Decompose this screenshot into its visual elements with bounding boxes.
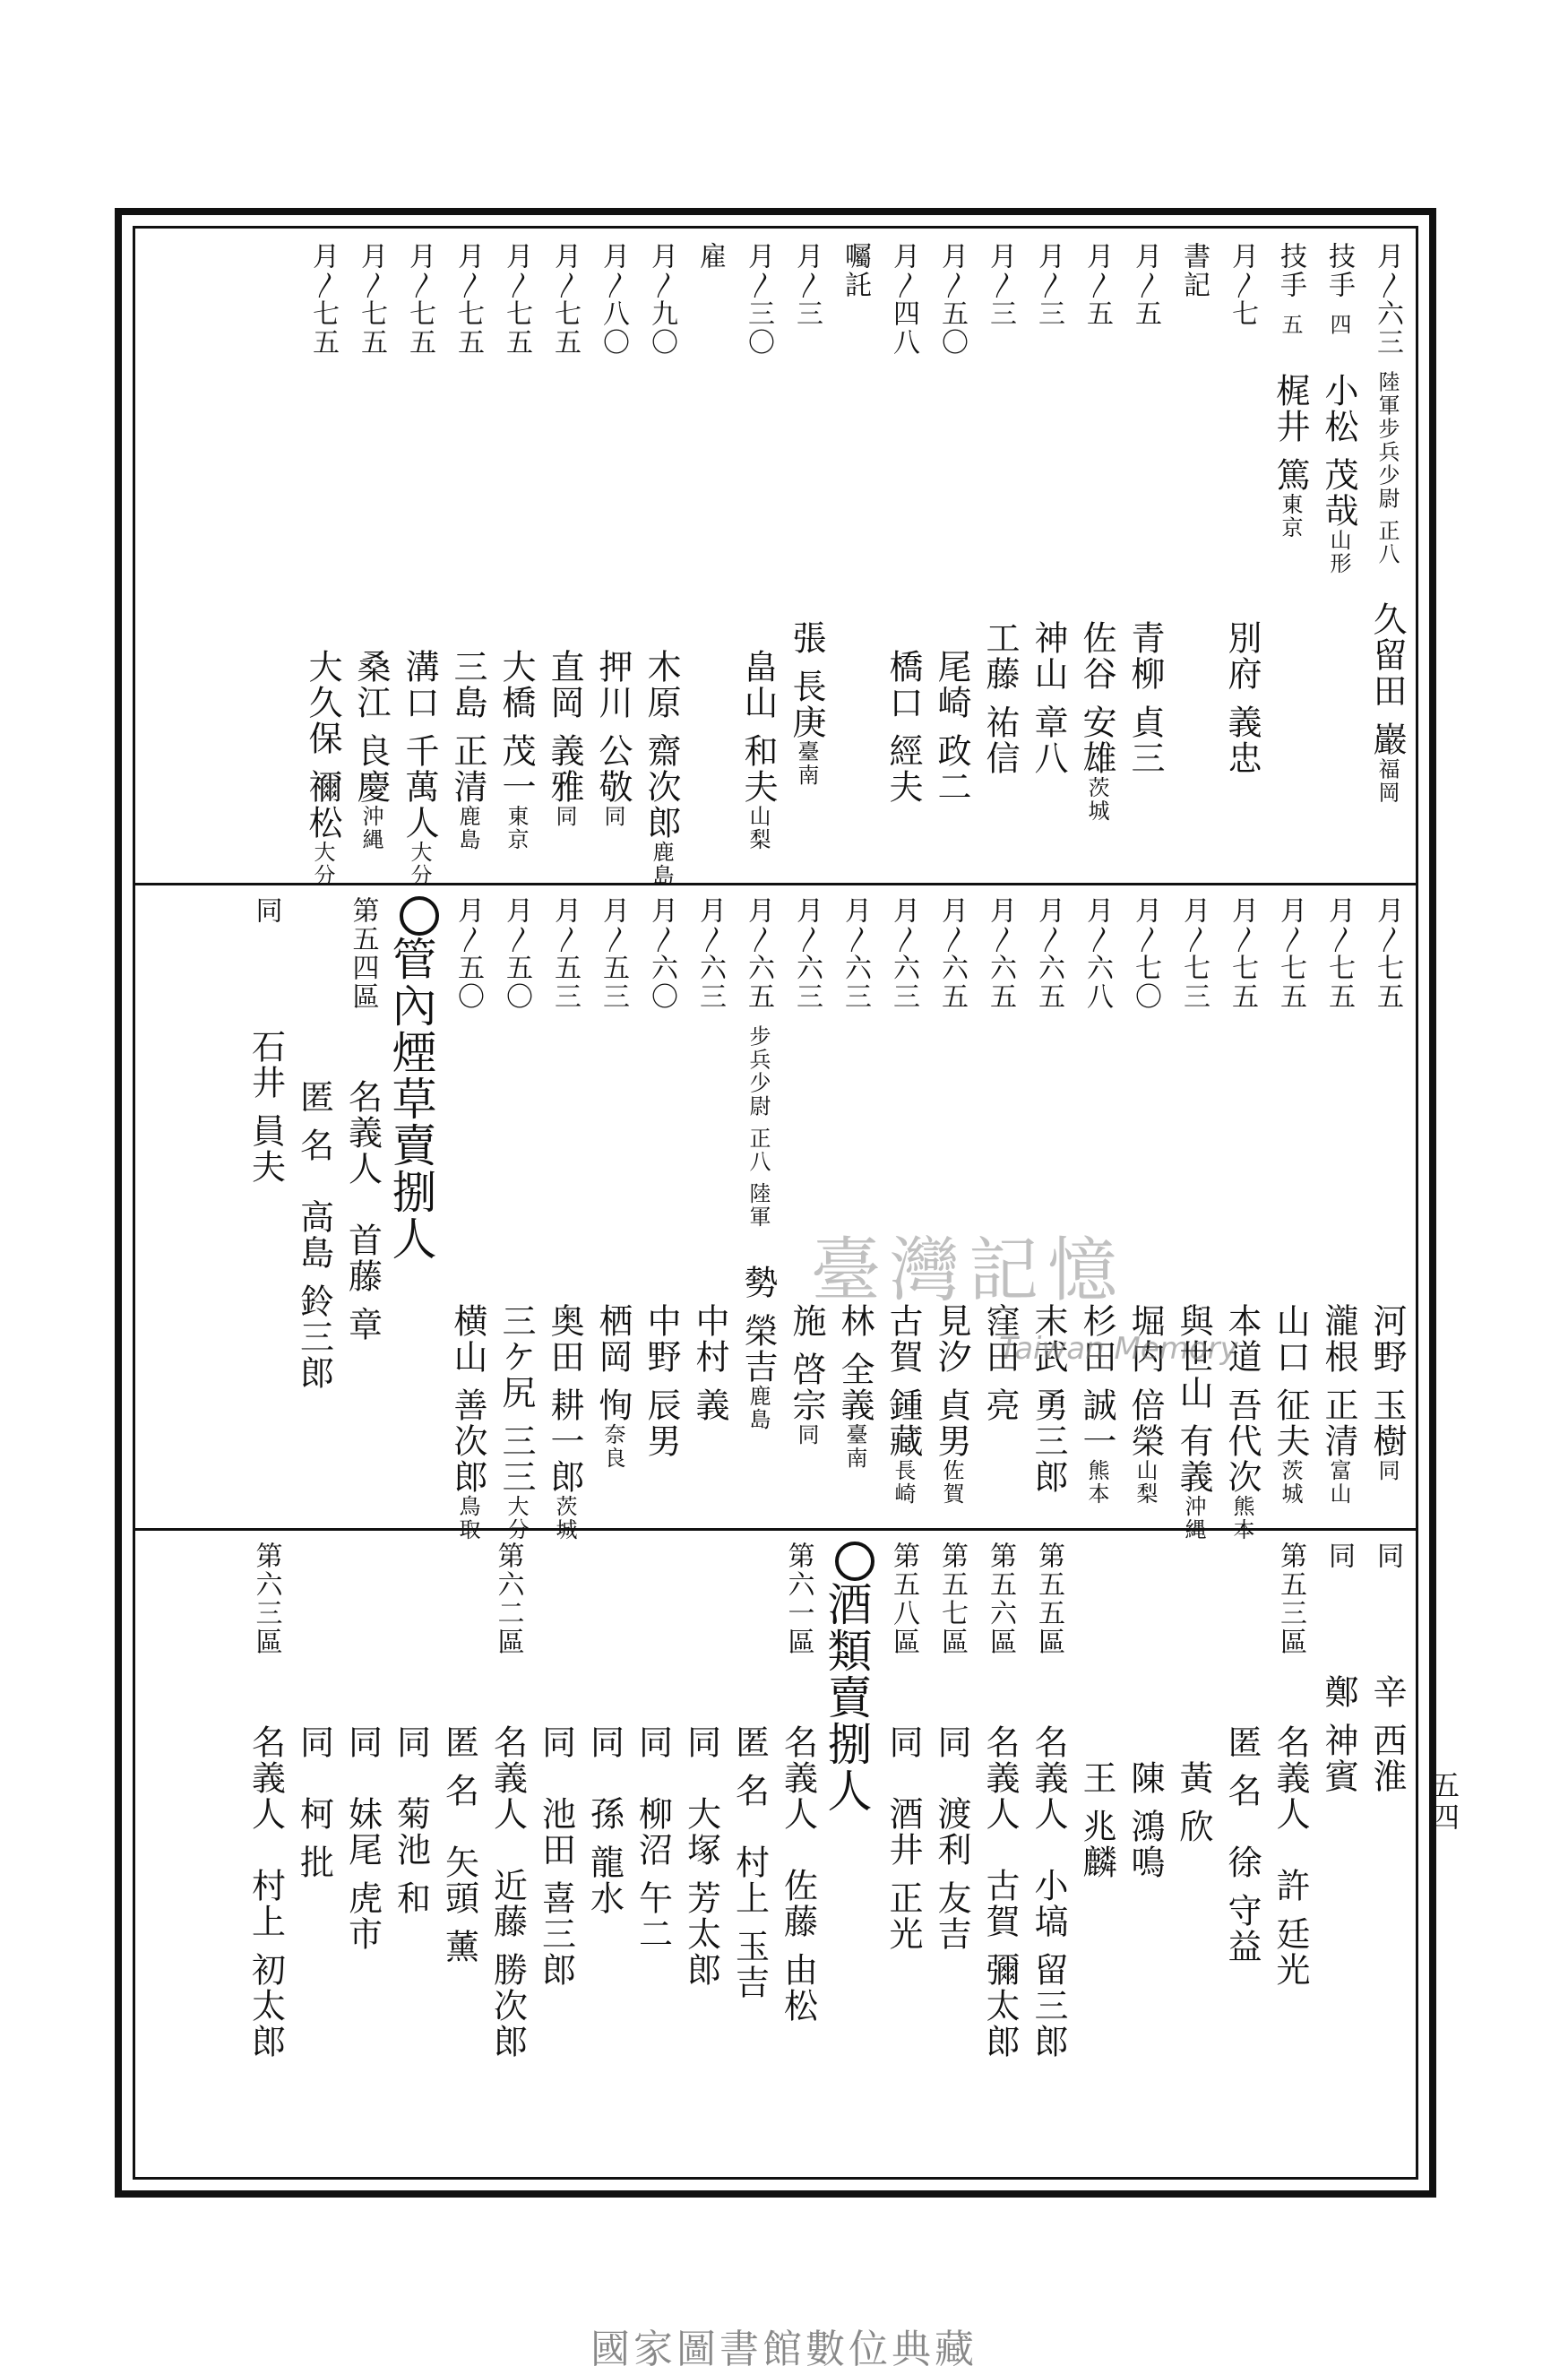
seller-entry	[392, 1542, 431, 2169]
salary-date: 月〳三	[1033, 242, 1064, 328]
seller-band-bottom	[143, 1542, 1407, 2169]
district-label	[295, 1542, 334, 1656]
seller-name: 黃 欣	[1174, 1760, 1213, 1845]
district-label: 第五六區	[985, 1542, 1016, 1656]
personnel-entry	[496, 896, 536, 1542]
personnel-entry	[1367, 896, 1407, 1519]
prefecture-label: 佐賀	[939, 1459, 964, 1507]
personnel-entry	[1125, 242, 1165, 874]
role-label: 同	[342, 1724, 383, 1760]
seller-name: 辛 西淮	[1367, 1674, 1407, 1795]
person-name: 小松 茂哉	[1319, 372, 1358, 529]
personnel-entry	[1174, 242, 1213, 874]
district-label	[633, 1542, 673, 1656]
personnel-entry	[1029, 242, 1068, 874]
seller-name: 柳沼 午二	[633, 1796, 673, 1953]
prefecture-label: 鹿島	[745, 1384, 771, 1431]
personnel-entry	[1271, 896, 1310, 1519]
personnel-entry	[400, 242, 439, 888]
personnel-entry	[1077, 896, 1116, 1519]
district-label	[392, 1542, 431, 1656]
district-label	[682, 1542, 721, 1656]
person-name: 張 長庚	[787, 620, 826, 741]
personnel-entry	[1174, 896, 1213, 1542]
person-name: 尾崎 政二	[932, 649, 971, 806]
salary-date: 技手	[1275, 242, 1306, 299]
person-name: 橋口 經夫	[883, 649, 923, 806]
personnel-entry	[738, 242, 778, 874]
district-label	[1125, 1542, 1165, 1656]
personnel-entry	[1029, 896, 1068, 1519]
salary-date: 月〳六三	[694, 896, 726, 1011]
person-name: 勢 榮吉	[738, 1264, 778, 1385]
person-name: 佐谷 安雄	[1077, 620, 1116, 777]
seller-name: 村上 初太郎	[246, 1868, 286, 2060]
rank-label: 四	[1326, 305, 1351, 337]
seller-entry	[1125, 1542, 1165, 2169]
role-label: 同	[932, 1724, 971, 1760]
prefecture-label: 臺南	[842, 1423, 867, 1471]
role-label: 名義人	[778, 1724, 818, 1832]
seller-entry	[980, 1542, 1020, 2169]
salary-date: 月〳三〇	[743, 242, 774, 357]
salary-date: 技手	[1323, 242, 1355, 299]
personnel-entry	[690, 242, 729, 874]
prefecture-label: 茨城	[1278, 1459, 1303, 1507]
rank-label: 陸軍步兵少尉 正八	[1374, 362, 1400, 566]
personnel-entry	[1125, 896, 1165, 1519]
prefecture-label: 大分	[407, 841, 432, 888]
role-label: 名義人	[980, 1724, 1020, 1832]
district-label	[730, 1542, 770, 1656]
prefecture-label: 東京	[504, 805, 529, 852]
salary-date: 書記	[1178, 242, 1210, 299]
person-name: 本道 吾代次	[1222, 1303, 1262, 1496]
seller-entry	[1367, 1542, 1407, 2169]
role-label: 名義人	[1271, 1724, 1310, 1832]
role-label: 同	[294, 1724, 334, 1760]
person-name: 古賀 鍾藏	[883, 1303, 923, 1460]
role-label: 同	[536, 1724, 576, 1760]
role-label: 名義人	[342, 1079, 383, 1187]
district-label: 第五八區	[888, 1542, 919, 1656]
person-name: 梶井 篤	[1271, 372, 1310, 493]
seller-entry	[295, 896, 334, 1519]
district-label: 同	[1323, 1542, 1355, 1570]
role-label: 匿 名	[729, 1724, 770, 1809]
prefecture-label: 茨城	[552, 1495, 577, 1542]
person-name: 奥田 耕一郎	[545, 1303, 584, 1496]
seller-name: 酒井 正光	[883, 1796, 923, 1953]
salary-date: 月〳七五	[1372, 896, 1403, 1011]
district-label: 第五三區	[1275, 1542, 1306, 1656]
personnel-entry	[593, 242, 633, 874]
role-label: 同	[681, 1724, 721, 1760]
district-label: 第五五區	[1033, 1542, 1064, 1656]
salary-date: 月〳五	[1130, 242, 1161, 328]
seller-name: 許 廷光	[1271, 1868, 1310, 1989]
person-name: 青柳 貞三	[1125, 620, 1165, 777]
rank-label: 步兵少尉 正八 陸軍	[745, 1016, 771, 1229]
seller-name: 王 兆麟	[1077, 1760, 1116, 1881]
person-name: 施 啓宗	[787, 1303, 826, 1424]
personnel-entry	[932, 896, 971, 1519]
role-label: 同	[883, 1724, 923, 1760]
seller-name: 古賀 彌太郎	[980, 1868, 1020, 2060]
personnel-entry	[1222, 242, 1262, 874]
person-name: 押川 公敬	[593, 649, 633, 806]
personnel-entry	[787, 242, 826, 874]
district-label: 第六三區	[250, 1542, 282, 1656]
district-label	[1222, 1542, 1262, 1656]
district-label	[585, 1542, 625, 1656]
seller-entry	[585, 1542, 625, 2169]
page-number: 五四	[1426, 1770, 1460, 1835]
prefecture-label: 同	[600, 805, 625, 829]
seller-entry	[730, 1542, 770, 2169]
salary-date: 月〳七	[1227, 242, 1258, 328]
person-name: 中村 義	[690, 1303, 729, 1424]
seller-entry	[246, 896, 286, 1519]
seller-name: 池田 喜三郎	[536, 1796, 576, 1989]
salary-date: 雇	[694, 242, 726, 271]
person-name: 神山 章八	[1029, 620, 1068, 777]
personnel-entry	[1367, 242, 1407, 874]
seller-name: 首藤 章	[342, 1222, 383, 1343]
prefecture-label: 茨城	[1084, 776, 1109, 824]
seller-name: 陳 鴻鳴	[1125, 1760, 1165, 1881]
salary-date: 月〳七五	[307, 242, 339, 357]
seller-entry	[1222, 1542, 1262, 2169]
salary-date: 月〳六五	[985, 896, 1016, 1011]
district-label: 同	[250, 896, 282, 925]
section-title: 酒類賣捌人	[820, 1581, 873, 1814]
salary-date: 月〳七五	[452, 242, 484, 357]
seller-name: 柯 批	[294, 1796, 334, 1881]
district-label: 第六一區	[782, 1542, 814, 1656]
person-name: 大橋 茂一	[496, 649, 536, 806]
person-name: 林 全義	[835, 1303, 874, 1424]
salary-date: 月〳六三	[791, 896, 823, 1011]
seller-entry	[932, 1542, 971, 2169]
person-name: 久留田 巖	[1367, 601, 1407, 758]
seller-name: 大塚 芳太郎	[681, 1796, 721, 1989]
salary-date: 月〳三	[791, 242, 823, 328]
seller-name: 徐 守益	[1222, 1844, 1262, 1965]
personnel-entry	[787, 896, 826, 1519]
salary-date: 月〳六三	[1372, 242, 1403, 357]
person-name: 三ケ尻 三三	[496, 1303, 536, 1496]
person-name: 畠山 和夫	[738, 649, 778, 806]
prefecture-label: 鹿島	[649, 841, 674, 888]
personnel-band-top	[143, 242, 1407, 888]
salary-date: 月〳七五	[1275, 896, 1306, 1011]
role-label: 同	[391, 1724, 431, 1760]
seller-name: 佐藤 由松	[778, 1868, 818, 2025]
seller-entry	[1077, 1542, 1116, 2169]
seller-name: 渡利 友吉	[932, 1796, 971, 1953]
personnel-entry	[448, 242, 487, 874]
section-heading	[384, 896, 440, 1519]
seller-entry	[633, 1542, 673, 2169]
salary-date: 月〳七五	[1323, 896, 1355, 1011]
seller-entry	[537, 1542, 576, 2169]
personnel-entry	[883, 896, 923, 1519]
seller-name: 近藤 勝次郎	[487, 1868, 528, 2060]
seller-name: 小塙 留三郎	[1029, 1868, 1068, 2060]
seller-entry	[1174, 1542, 1213, 2169]
prefecture-label: 山梨	[1133, 1459, 1158, 1507]
prefecture-label: 熊本	[1229, 1495, 1254, 1542]
personnel-entry	[1271, 242, 1310, 874]
personnel-entry	[303, 242, 342, 888]
band-divider-bottom	[133, 1528, 1418, 1531]
prefecture-label: 同	[1374, 1459, 1400, 1483]
prefecture-label: 大分	[310, 841, 335, 888]
seller-name: 鄭 神賓	[1319, 1674, 1358, 1795]
prefecture-label: 同	[794, 1423, 819, 1447]
prefecture-label: 山梨	[745, 805, 771, 852]
salary-date: 月〳七三	[1178, 896, 1210, 1011]
salary-date: 月〳六五	[743, 896, 774, 1011]
personnel-band-middle	[143, 896, 1407, 1542]
salary-date: 月〳八〇	[598, 242, 629, 357]
seller-entry	[779, 1542, 818, 2169]
personnel-entry	[980, 242, 1020, 874]
seller-entry	[343, 896, 383, 1519]
salary-date: 月〳七五	[356, 242, 387, 357]
prefecture-label: 鹿島	[455, 805, 480, 852]
role-label: 匿 名	[439, 1724, 479, 1809]
seller-name: 妹尾 虎市	[342, 1796, 383, 1953]
role-label: 名義人	[487, 1724, 528, 1832]
person-name: 横山 善次郎	[448, 1303, 487, 1496]
prefecture-label: 同	[552, 805, 577, 829]
person-name: 直岡 義雅	[545, 649, 584, 806]
person-name: 大久保 禰松	[303, 649, 342, 842]
salary-date: 月〳五〇	[452, 896, 484, 1011]
personnel-entry	[835, 242, 874, 874]
role-label: 名義人	[1029, 1724, 1068, 1832]
prefecture-label: 沖縄	[358, 805, 383, 852]
district-label	[537, 1542, 576, 1656]
district-label	[440, 1542, 479, 1656]
prefecture-label: 山形	[1326, 528, 1351, 575]
salary-date: 月〳五〇	[936, 242, 968, 357]
person-name: 窪田 亮	[980, 1303, 1020, 1424]
role-label: 匿 名	[294, 1079, 334, 1164]
district-label: 第六二區	[492, 1542, 524, 1656]
salary-date: 月〳六五	[1033, 896, 1064, 1011]
watermark-subtitle: Taiwan Memory	[999, 1331, 1238, 1367]
seller-entry	[295, 1542, 334, 2169]
person-name: 三島 正清	[448, 649, 487, 806]
personnel-entry	[642, 896, 681, 1519]
person-name: 堀内 倍榮	[1125, 1303, 1165, 1460]
salary-date: 月〳六三	[888, 896, 919, 1011]
salary-date: 月〳五三	[598, 896, 629, 1011]
prefecture-label: 熊本	[1084, 1459, 1109, 1507]
salary-date: 月〳六八	[1081, 896, 1113, 1011]
person-name: 山口 征夫	[1271, 1303, 1310, 1460]
person-name: 杉田 誠一	[1077, 1303, 1116, 1460]
person-name: 與世山 有義	[1174, 1303, 1213, 1496]
district-label: 第五七區	[936, 1542, 968, 1656]
person-name: 見汐 貞男	[932, 1303, 971, 1460]
salary-date: 月〳七五	[501, 242, 532, 357]
salary-date: 月〳九〇	[646, 242, 677, 357]
person-name: 中野 辰男	[642, 1303, 681, 1460]
section-heading	[820, 1542, 875, 2169]
person-name: 瀧根 正清	[1319, 1303, 1358, 1460]
prefecture-label: 長崎	[891, 1459, 916, 1507]
salary-date: 月〳三	[985, 242, 1016, 328]
person-name: 別府 義忠	[1222, 620, 1262, 777]
person-name: 溝口 千萬人	[400, 649, 439, 842]
district-label: 第五四區	[347, 896, 379, 1011]
section-title: 管內煙草賣捌人	[384, 936, 437, 1262]
salary-date: 月〳六五	[936, 896, 968, 1011]
personnel-entry	[496, 242, 536, 874]
seller-name: 高島 鈴三郎	[294, 1199, 334, 1392]
salary-date: 月〳五三	[549, 896, 581, 1011]
person-name: 桑江 良慶	[351, 649, 391, 806]
personnel-entry	[690, 896, 729, 1519]
seller-name: 孫 龍水	[584, 1796, 625, 1917]
district-label: 同	[1372, 1542, 1403, 1570]
district-label	[343, 1542, 383, 1656]
salary-date: 月〳四八	[888, 242, 919, 357]
personnel-entry	[932, 242, 971, 874]
personnel-entry	[545, 896, 584, 1542]
personnel-entry	[642, 242, 681, 888]
salary-date: 月〳七五	[1227, 896, 1258, 1011]
footer-credit: 國家圖書館數位典藏	[590, 2327, 978, 2372]
person-name: 木原 齋次郎	[642, 649, 681, 842]
personnel-entry	[351, 242, 391, 874]
person-name: 末武 勇三郎	[1029, 1303, 1068, 1496]
personnel-entry	[1319, 896, 1358, 1519]
salary-date: 月〳五〇	[501, 896, 532, 1011]
circle-marker-icon	[400, 896, 439, 936]
watermark-logo	[811, 1214, 1277, 1313]
seller-entry	[488, 1542, 528, 2169]
personnel-entry	[448, 896, 487, 1542]
prefecture-label: 大分	[504, 1495, 529, 1542]
personnel-entry	[883, 242, 923, 874]
personnel-entry	[545, 242, 584, 874]
personnel-entry	[738, 896, 778, 1519]
seller-entry	[246, 1542, 286, 2169]
person-name: 栖岡 恂	[593, 1303, 633, 1424]
district-label	[1077, 1542, 1116, 1656]
personnel-entry	[980, 896, 1020, 1519]
prefecture-label: 福岡	[1374, 757, 1400, 805]
salary-date: 月〳六三	[840, 896, 871, 1011]
seller-entry	[1319, 1542, 1358, 2169]
seller-entry	[343, 1542, 383, 2169]
circle-marker-icon	[835, 1542, 874, 1581]
personnel-entry	[593, 896, 633, 1519]
prefecture-label: 富山	[1326, 1459, 1351, 1507]
seller-entry	[1029, 1542, 1068, 2169]
seller-entry	[883, 1542, 923, 2169]
seller-name: 石井 員夫	[246, 1029, 286, 1186]
salary-date: 月〳五	[1081, 242, 1113, 328]
seller-name: 菊池 和	[391, 1796, 431, 1917]
prefecture-label: 奈良	[600, 1423, 625, 1471]
prefecture-label: 東京	[1278, 492, 1303, 540]
watermark-text: 臺灣記憶	[811, 1231, 1127, 1311]
seller-entry	[1271, 1542, 1310, 2169]
seller-name: 矢頭 薰	[439, 1844, 479, 1965]
personnel-entry	[1319, 242, 1358, 874]
prefecture-label: 臺南	[794, 740, 819, 788]
personnel-entry	[1077, 242, 1116, 874]
rank-label: 五	[1278, 305, 1303, 337]
role-label: 匿 名	[1222, 1724, 1262, 1809]
salary-date: 囑託	[840, 242, 871, 299]
role-label: 同	[584, 1724, 625, 1760]
prefecture-label: 沖縄	[1181, 1495, 1206, 1542]
role-label: 同	[633, 1724, 673, 1760]
person-name: 河野 玉樹	[1367, 1303, 1407, 1460]
prefecture-label: 鳥取	[455, 1495, 480, 1542]
salary-date: 月〳七五	[404, 242, 435, 357]
seller-entry	[682, 1542, 721, 2169]
district-label	[295, 896, 334, 1011]
seller-name: 村上 玉吉	[729, 1844, 770, 2001]
salary-date: 月〳七五	[549, 242, 581, 357]
role-label: 名義人	[246, 1724, 286, 1832]
salary-date: 月〳七〇	[1130, 896, 1161, 1011]
seller-entry	[440, 1542, 479, 2169]
personnel-entry	[1222, 896, 1262, 1542]
district-label	[1174, 1542, 1213, 1656]
personnel-entry	[835, 896, 874, 1519]
person-name: 工藤 祐信	[980, 620, 1020, 777]
salary-date: 月〳六〇	[646, 896, 677, 1011]
